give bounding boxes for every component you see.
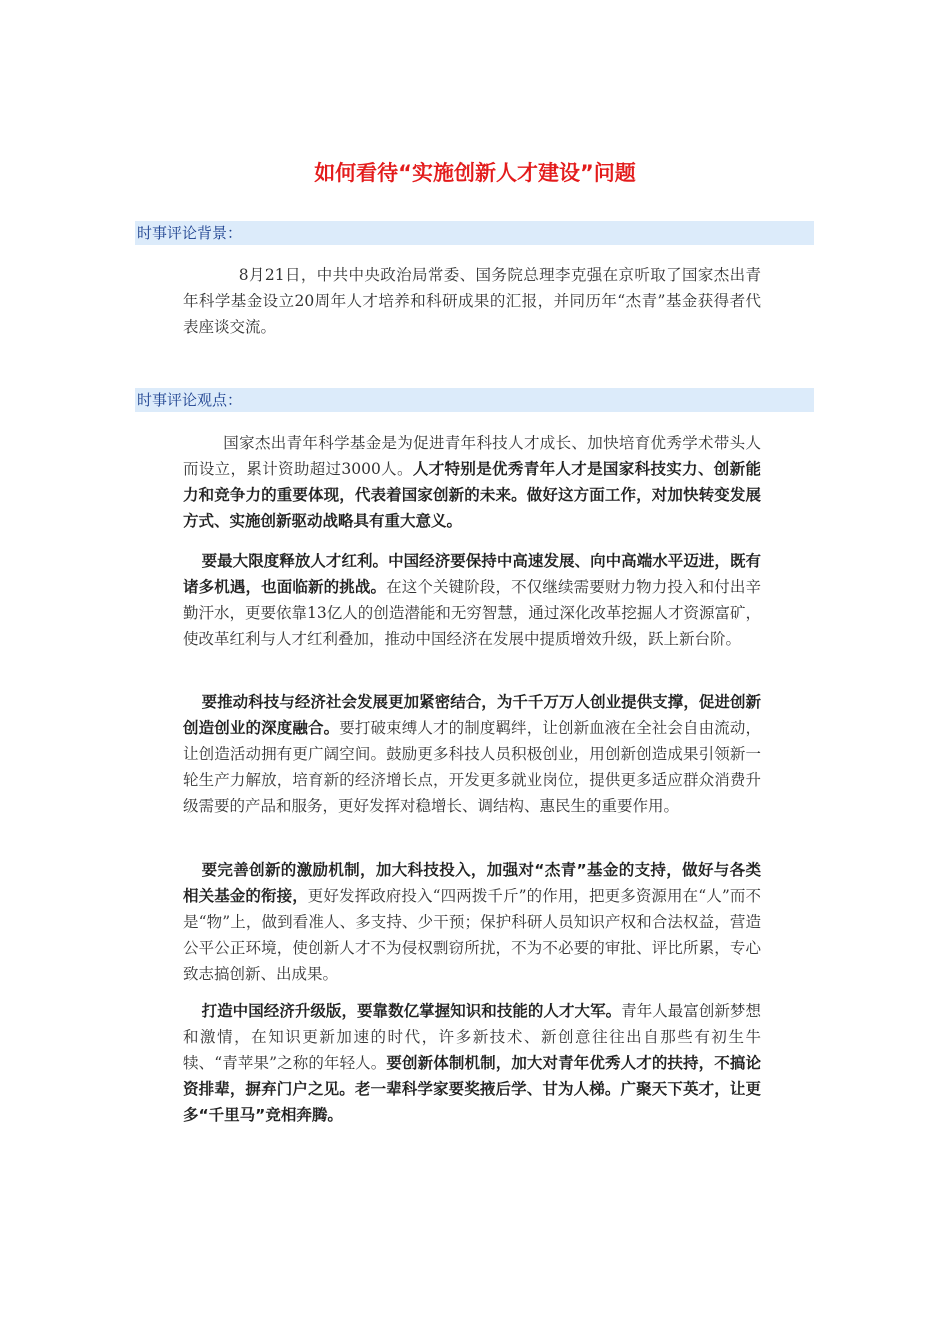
- paragraph-bold-text: 人才特别是优秀青年人才是国家科技实力、创新能力和竞争力的重要体现，代表着国家创新的未来。做好这方面工作，对加快转变发展方式、实施创新驱动战略具有重大意义。: [183, 460, 761, 530]
- opinion-paragraph-1: [183, 430, 761, 534]
- paragraph-text: 国家杰出青年科学基金是为促进青年科技人才成长、加快培育优秀学术带头人而设立，累计资助超过3000人。: [183, 434, 761, 478]
- paragraph-bold-text: 打造中国经济升级版，要靠数亿掌握知识和技能的人才大军。: [201, 1002, 622, 1020]
- paragraph-bold-text: 要推动科技与经济社会发展更加紧密结合，为千千万万人创业提供支撑，促进创新创造创业的深度融合。: [183, 693, 761, 737]
- paragraph-text: 青年人最富创新梦想和激情，在知识更新加速的时代，许多新技术、新创意往往出自那些有初生牛犊、“青苹果”之称的年轻人。: [183, 1002, 761, 1072]
- paragraph-bold-text: 要创新体制机制，加大对青年优秀人才的扶持，不搞论资排辈，摒弃门户之见。老一辈科学家要奖掖后学、甘为人梯。广聚天下英才，让更多“千里马”竞相奔腾。: [183, 1054, 761, 1124]
- paragraph-text: 8月21日，中共中央政治局常委、国务院总理李克强在京听取了国家杰出青年科学基金设立20周年人才培养和科研成果的汇报，并同历年“杰青”基金获得者代表座谈交流。: [183, 266, 761, 336]
- opinion-paragraph-2: [183, 548, 761, 652]
- paragraph-text: 要打破束缚人才的制度羁绊，让创新血液在全社会自由流动，让创造活动拥有更广阔空间。鼓励更多科技人员积极创业，用创新创造成果引领新一轮生产力解放，培育新的经济增长点，开发更多就业岗位，提供更多适应群众消费升级需要的产品和服务，更好发挥对稳增长、调结构、惠民生的重要作用。: [183, 719, 761, 815]
- paragraph-bold-text: 要完善创新的激励机制，加大科技投入，加强对“杰青”基金的支持，做好与各类相关基金的衔接，: [183, 861, 761, 905]
- paragraph-text: 在这个关键阶段，不仅继续需要财力物力投入和付出辛勤汗水，更要依靠13亿人的创造潜能和无穷智慧，通过深化改革挖掘人才资源富矿，使改革红利与人才红利叠加，推动中国经济在发展中提质增效升级，跃上新台阶。: [183, 578, 761, 648]
- background-paragraph: [183, 262, 761, 340]
- document-title: 如何看待“实施创新人才建设”问题: [314, 161, 636, 185]
- paragraph-text: 更好发挥政府投入“四两拨千斤”的作用，把更多资源用在“人”而不是“物”上，做到看准人、多支持、少干预；保护科研人员知识产权和合法权益，营造公平公正环境，使创新人才不为侵权剽窃所扰，不为不必要的审批、评比所累，专心致志搞创新、出成果。: [183, 887, 761, 983]
- opinion-paragraph-5: [183, 998, 761, 1128]
- opinion-paragraph-4: [183, 857, 761, 987]
- paragraph-bold-text: 要最大限度释放人才红利。中国经济要保持中高速发展、向中高端水平迈进，既有诸多机遇，也面临新的挑战。: [183, 552, 761, 596]
- section-heading-opinion: 时事评论观点：: [135, 388, 814, 412]
- section-heading-background: 时事评论背景：: [135, 221, 814, 245]
- opinion-paragraph-3: [183, 689, 761, 819]
